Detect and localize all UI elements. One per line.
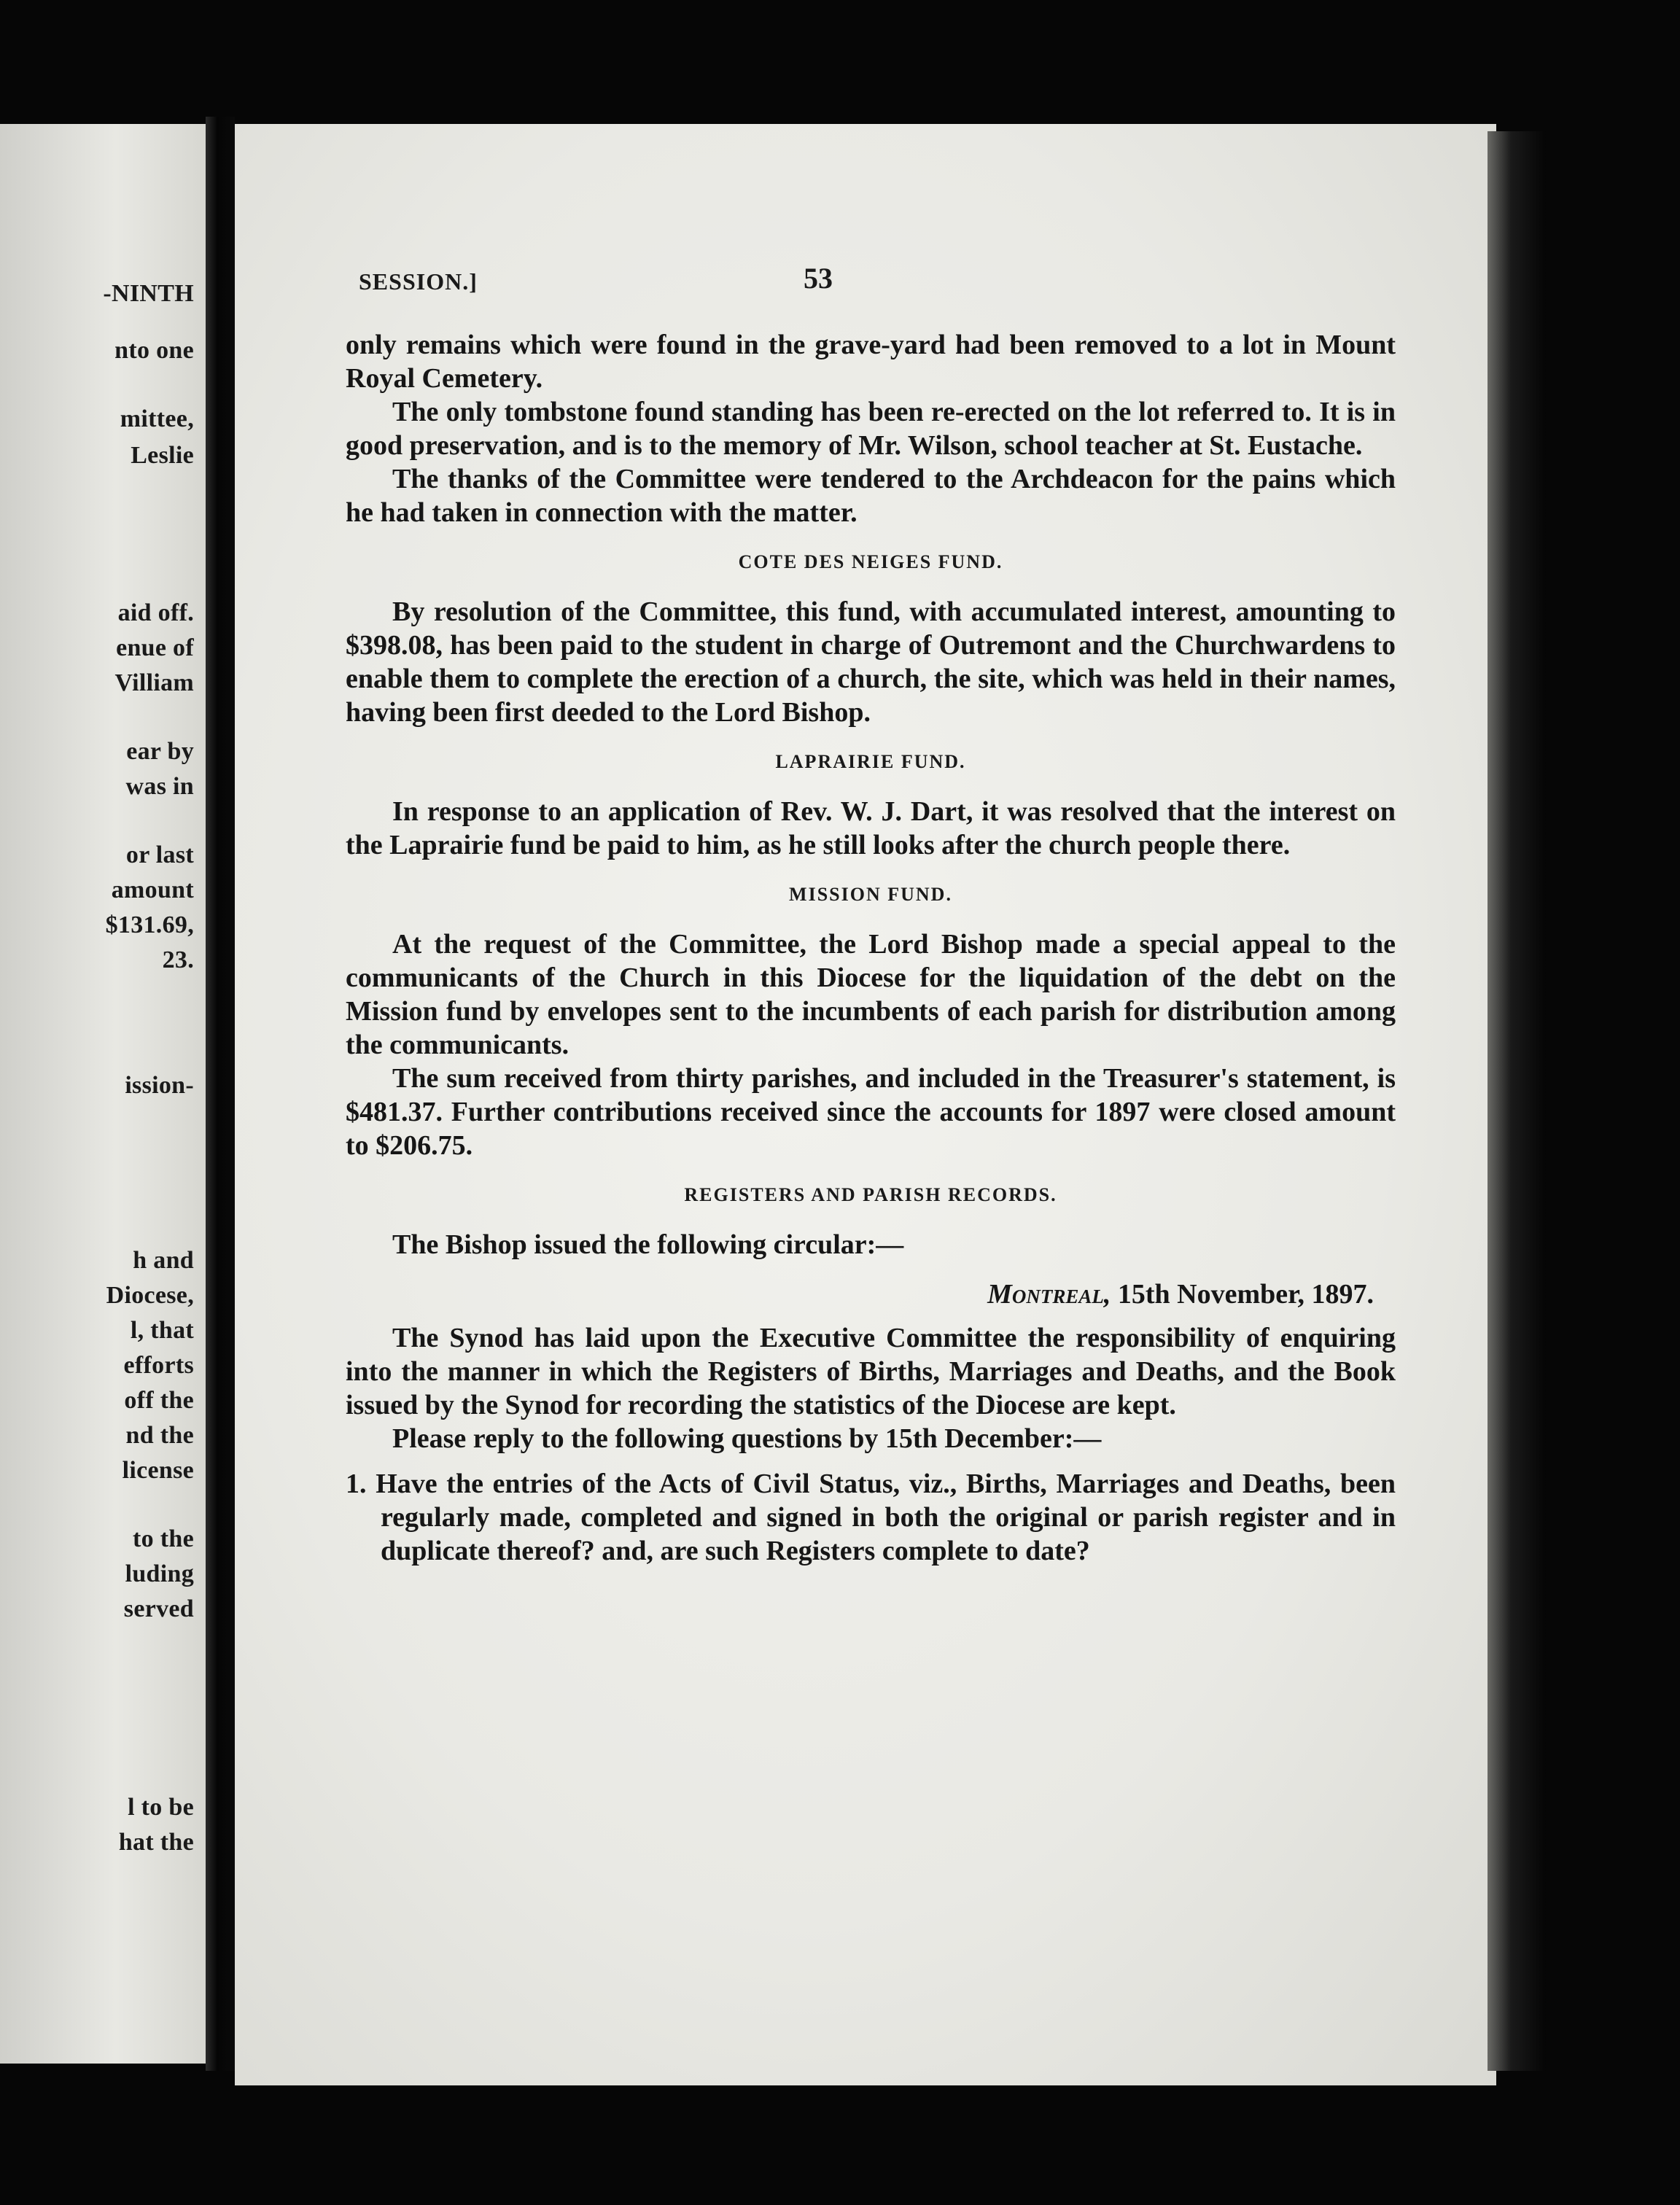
dateline-date: 15th November, 1897. (1111, 1279, 1374, 1310)
left-page-line: l to be (128, 1794, 194, 1821)
section-heading: MISSION FUND. (789, 884, 952, 905)
paragraph: By resolution of the Committee, this fund, with accumulated interest, amounting to $398.08, has been paid to the student in charge of Outremont and the Churchwardens to enable them to complete the erection of a church, the site, which was held in their names, having been first deeded to the Lord Bishop. (346, 596, 1396, 728)
paragraph: The only tombstone found standing has been re-erected on the lot referred to. It is in good preservation, and is to the memory of Mr. Wilson, school teacher at St. Eustache. (346, 397, 1396, 461)
left-page-line: $131.69, (105, 911, 194, 938)
left-page-line: amount (111, 876, 194, 903)
left-page-line: to the (133, 1525, 194, 1552)
left-page-line: luding (125, 1560, 194, 1587)
left-page-line: was in (125, 773, 194, 800)
page-edge-shadow (1488, 131, 1546, 2071)
left-page-line: Diocese, (106, 1282, 194, 1309)
paragraph: The thanks of the Committee were tendered to the Archdeacon for the pains which he had taken in connection with the matter. (346, 464, 1396, 528)
paragraph: In response to an application of Rev. W. J. Dart, it was resolved that the interest on the Laprairie fund be paid to him, as he still looks after the church people there. (346, 796, 1396, 860)
previous-page-edge (0, 124, 210, 2064)
left-page-line: or last (125, 841, 194, 868)
left-page-line: off the (124, 1387, 194, 1414)
book-gutter (206, 117, 235, 2071)
section-heading: COTE DES NEIGES FUND. (738, 551, 1003, 572)
left-page-line: Leslie (131, 442, 194, 469)
page-number: 53 (804, 262, 833, 295)
dateline-place: Montreal, (987, 1279, 1111, 1310)
paragraph: The Synod has laid upon the Executive Committee the responsibility of enquiring into the manner in which the Registers of Births, Marriages and Deaths, and the Book issued by the Synod for recording the statistics of the Diocese are kept. (346, 1323, 1396, 1420)
numbered-question: 1. Have the entries of the Acts of Civil Status, viz., Births, Marriages and Deaths, been regularly made, completed and signed in both the original or parish register and in duplicate thereof? and, are such Registers complete to date? (346, 1469, 1396, 1566)
left-page-line: mittee, (120, 405, 194, 432)
left-page-line: efforts (123, 1352, 194, 1379)
left-page-line: hat the (118, 1829, 194, 1856)
left-page-line: served (123, 1595, 194, 1622)
paragraph: only remains which were found in the grave-yard had been removed to a lot in Mount Royal Cemetery. (346, 330, 1396, 394)
left-page-line: nd the (125, 1422, 194, 1449)
left-page-line: Villiam (114, 669, 194, 696)
section-heading: REGISTERS AND PARISH RECORDS. (684, 1184, 1057, 1205)
left-page-line: enue of (116, 634, 194, 661)
page-body (346, 328, 1396, 1568)
paragraph: The Bishop issued the following circular:— (392, 1229, 904, 1260)
left-page-line: 23. (162, 946, 194, 973)
paragraph: Please reply to the following questions by 15th December:— (392, 1423, 1102, 1454)
left-page-line: ear by (126, 738, 194, 765)
section-heading: LAPRAIRIE FUND. (775, 751, 966, 772)
page (235, 124, 1496, 2085)
paragraph: The sum received from thirty parishes, and included in the Treasurer's statement, is $481.37. Further contributions received since the accounts for 1897 were closed amount to $206.75. (346, 1063, 1396, 1161)
running-header: SESSION.] (359, 268, 478, 295)
left-page-line: nto one (114, 337, 194, 364)
left-page-line: -NINTH (103, 280, 194, 307)
circular-dateline (346, 1278, 1396, 1311)
left-page-line: l, that (130, 1317, 194, 1344)
paragraph: At the request of the Committee, the Lord Bishop made a special appeal to the communicants of the Church in this Diocese for the liquidation of the debt on the Mission fund by envelopes sent to the incumbents of each parish for distribution among the communicants. (346, 929, 1396, 1060)
left-page-line: aid off. (117, 599, 194, 626)
left-page-line: h and (133, 1247, 194, 1274)
left-page-line: license (122, 1457, 194, 1484)
left-page-line: ission- (125, 1072, 194, 1099)
